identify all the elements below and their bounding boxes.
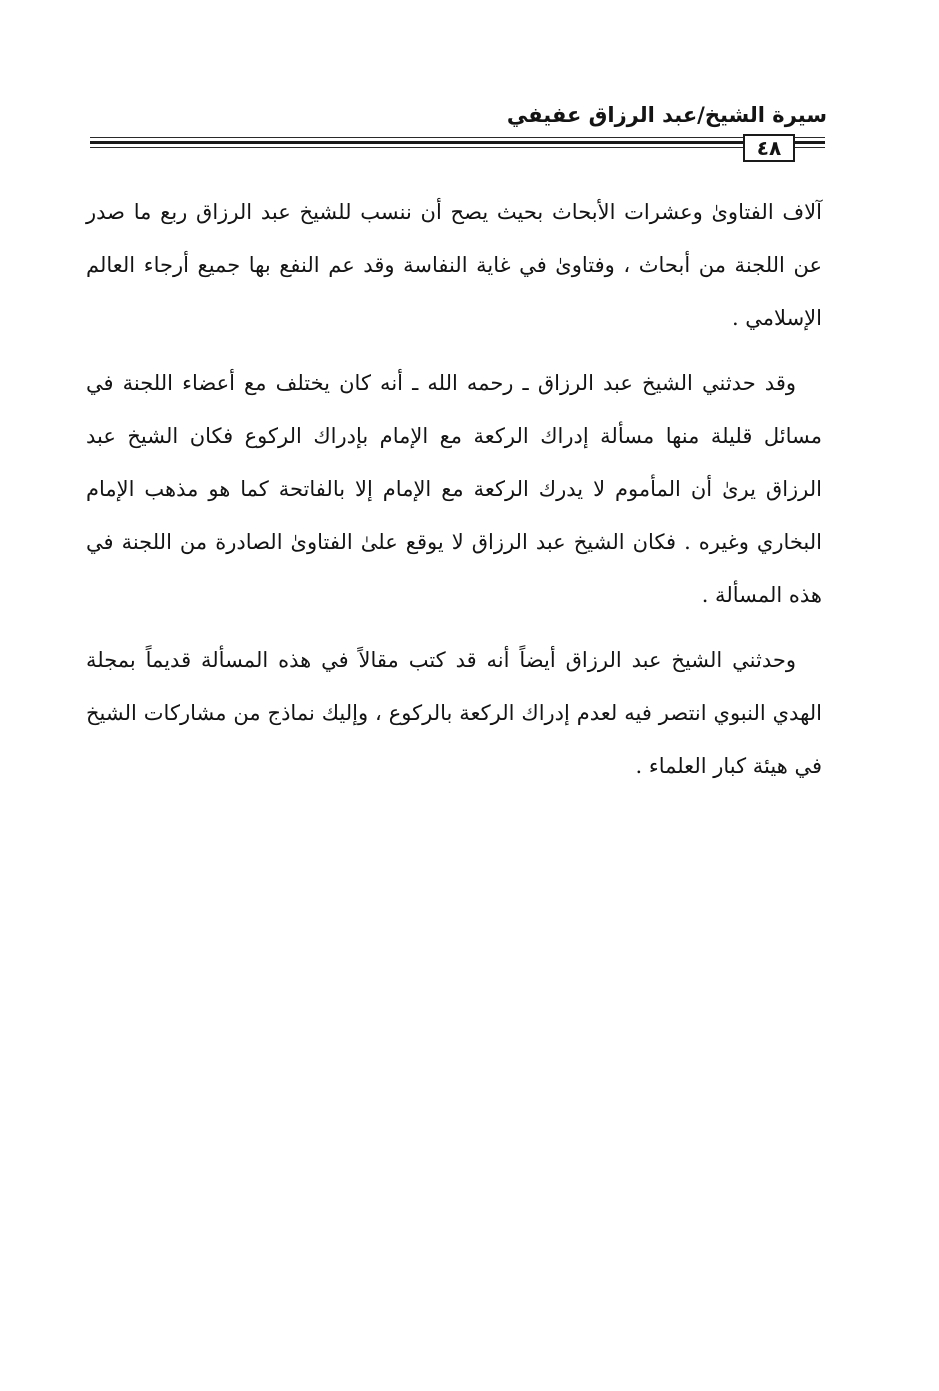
- body-text: [86, 186, 822, 805]
- paragraph-2: وقد حدثني الشيخ عبد الرزاق ـ رحمه الله ـ أنه كان يختلف مع أعضاء اللجنة في مسائل قليلة منها مسألة إدراك الركعة مع الإمام بإدراك الركوع فكان الشيخ عبد الرزاق يرىٰ أن المأموم لا يدرك الركعة مع الإمام إلا بالفاتحة كما هو مذهب الإمام البخاري وغيره . فكان الشيخ عبد الرزاق لا يوقع علىٰ الفتاوىٰ الصادرة من اللجنة في هذه المسألة .: [86, 371, 822, 607]
- page-number: ٤٨: [743, 134, 795, 162]
- running-title: سيرة الشيخ/عبد الرزاق عفيفي: [506, 103, 827, 127]
- paragraph-3: وحدثني الشيخ عبد الرزاق أيضاً أنه قد كتب مقالاً في هذه المسألة قديماً بمجلة الهدي النبوي انتصر فيه لعدم إدراك الركعة بالركوع ، وإليك نماذج من مشاركات الشيخ في هيئة كبار العلماء .: [86, 648, 822, 778]
- header-rule-top: [90, 137, 825, 138]
- paragraph-1: آلاف الفتاوىٰ وعشرات الأبحاث بحيث يصح أن ننسب للشيخ عبد الرزاق ربع ما صدر عن اللجنة من أبحاث ، وفتاوىٰ في غاية النفاسة وقد عم النفع بها جميع أرجاء العالم الإسلامي .: [86, 200, 822, 330]
- header-rule-main: [90, 141, 825, 144]
- header-rule-bottom: [90, 147, 825, 148]
